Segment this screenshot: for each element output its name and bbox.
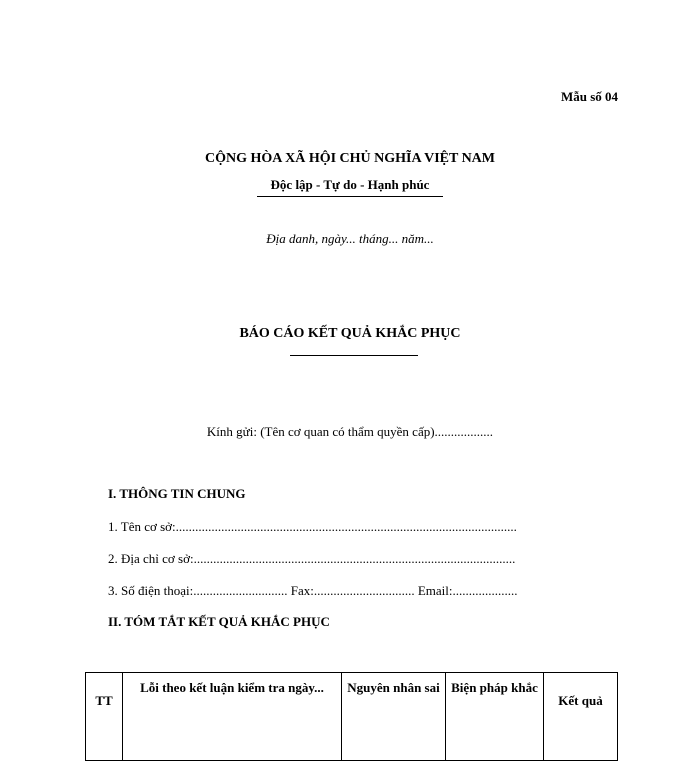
national-title: CỘNG HÒA XÃ HỘI CHỦ NGHĨA VIỆT NAM	[204, 151, 495, 166]
header-errors: Lỗi theo kết luận kiểm tra ngày...	[123, 673, 342, 761]
report-title: BÁO CÁO KẾT QUẢ KHẮC PHỤC	[239, 326, 461, 341]
table-header-row	[86, 673, 618, 761]
header-tt: TT	[86, 673, 123, 761]
facility-name-line: 1. Tên cơ sở:.........................................................................................................	[108, 519, 517, 534]
header-measures: Biện pháp khắc	[446, 673, 544, 761]
contact-line: 3. Số điện thoại:............................. Fax:............................... Email:....................	[108, 583, 518, 598]
national-motto: Độc lập - Tự do - Hạnh phúc	[257, 177, 444, 197]
recipient-line: Kính gửi: (Tên cơ quan có thẩm quyền cấp)..................	[206, 424, 494, 439]
motto-block	[0, 176, 700, 197]
form-number: Mẫu số 04	[560, 89, 618, 104]
results-table	[85, 672, 618, 761]
place-date-line: Địa danh, ngày... tháng... năm...	[266, 231, 434, 246]
header-cause: Nguyên nhân sai	[342, 673, 446, 761]
title-underline	[290, 355, 418, 356]
facility-address-line: 2. Địa chỉ cơ sở:...................................................................................................	[108, 551, 516, 566]
section-summary-heading: II. TÓM TẮT KẾT QUẢ KHẮC PHỤC	[108, 614, 330, 629]
header-result: Kết quả	[544, 673, 618, 761]
section-general-info-heading: I. THÔNG TIN CHUNG	[108, 486, 246, 501]
